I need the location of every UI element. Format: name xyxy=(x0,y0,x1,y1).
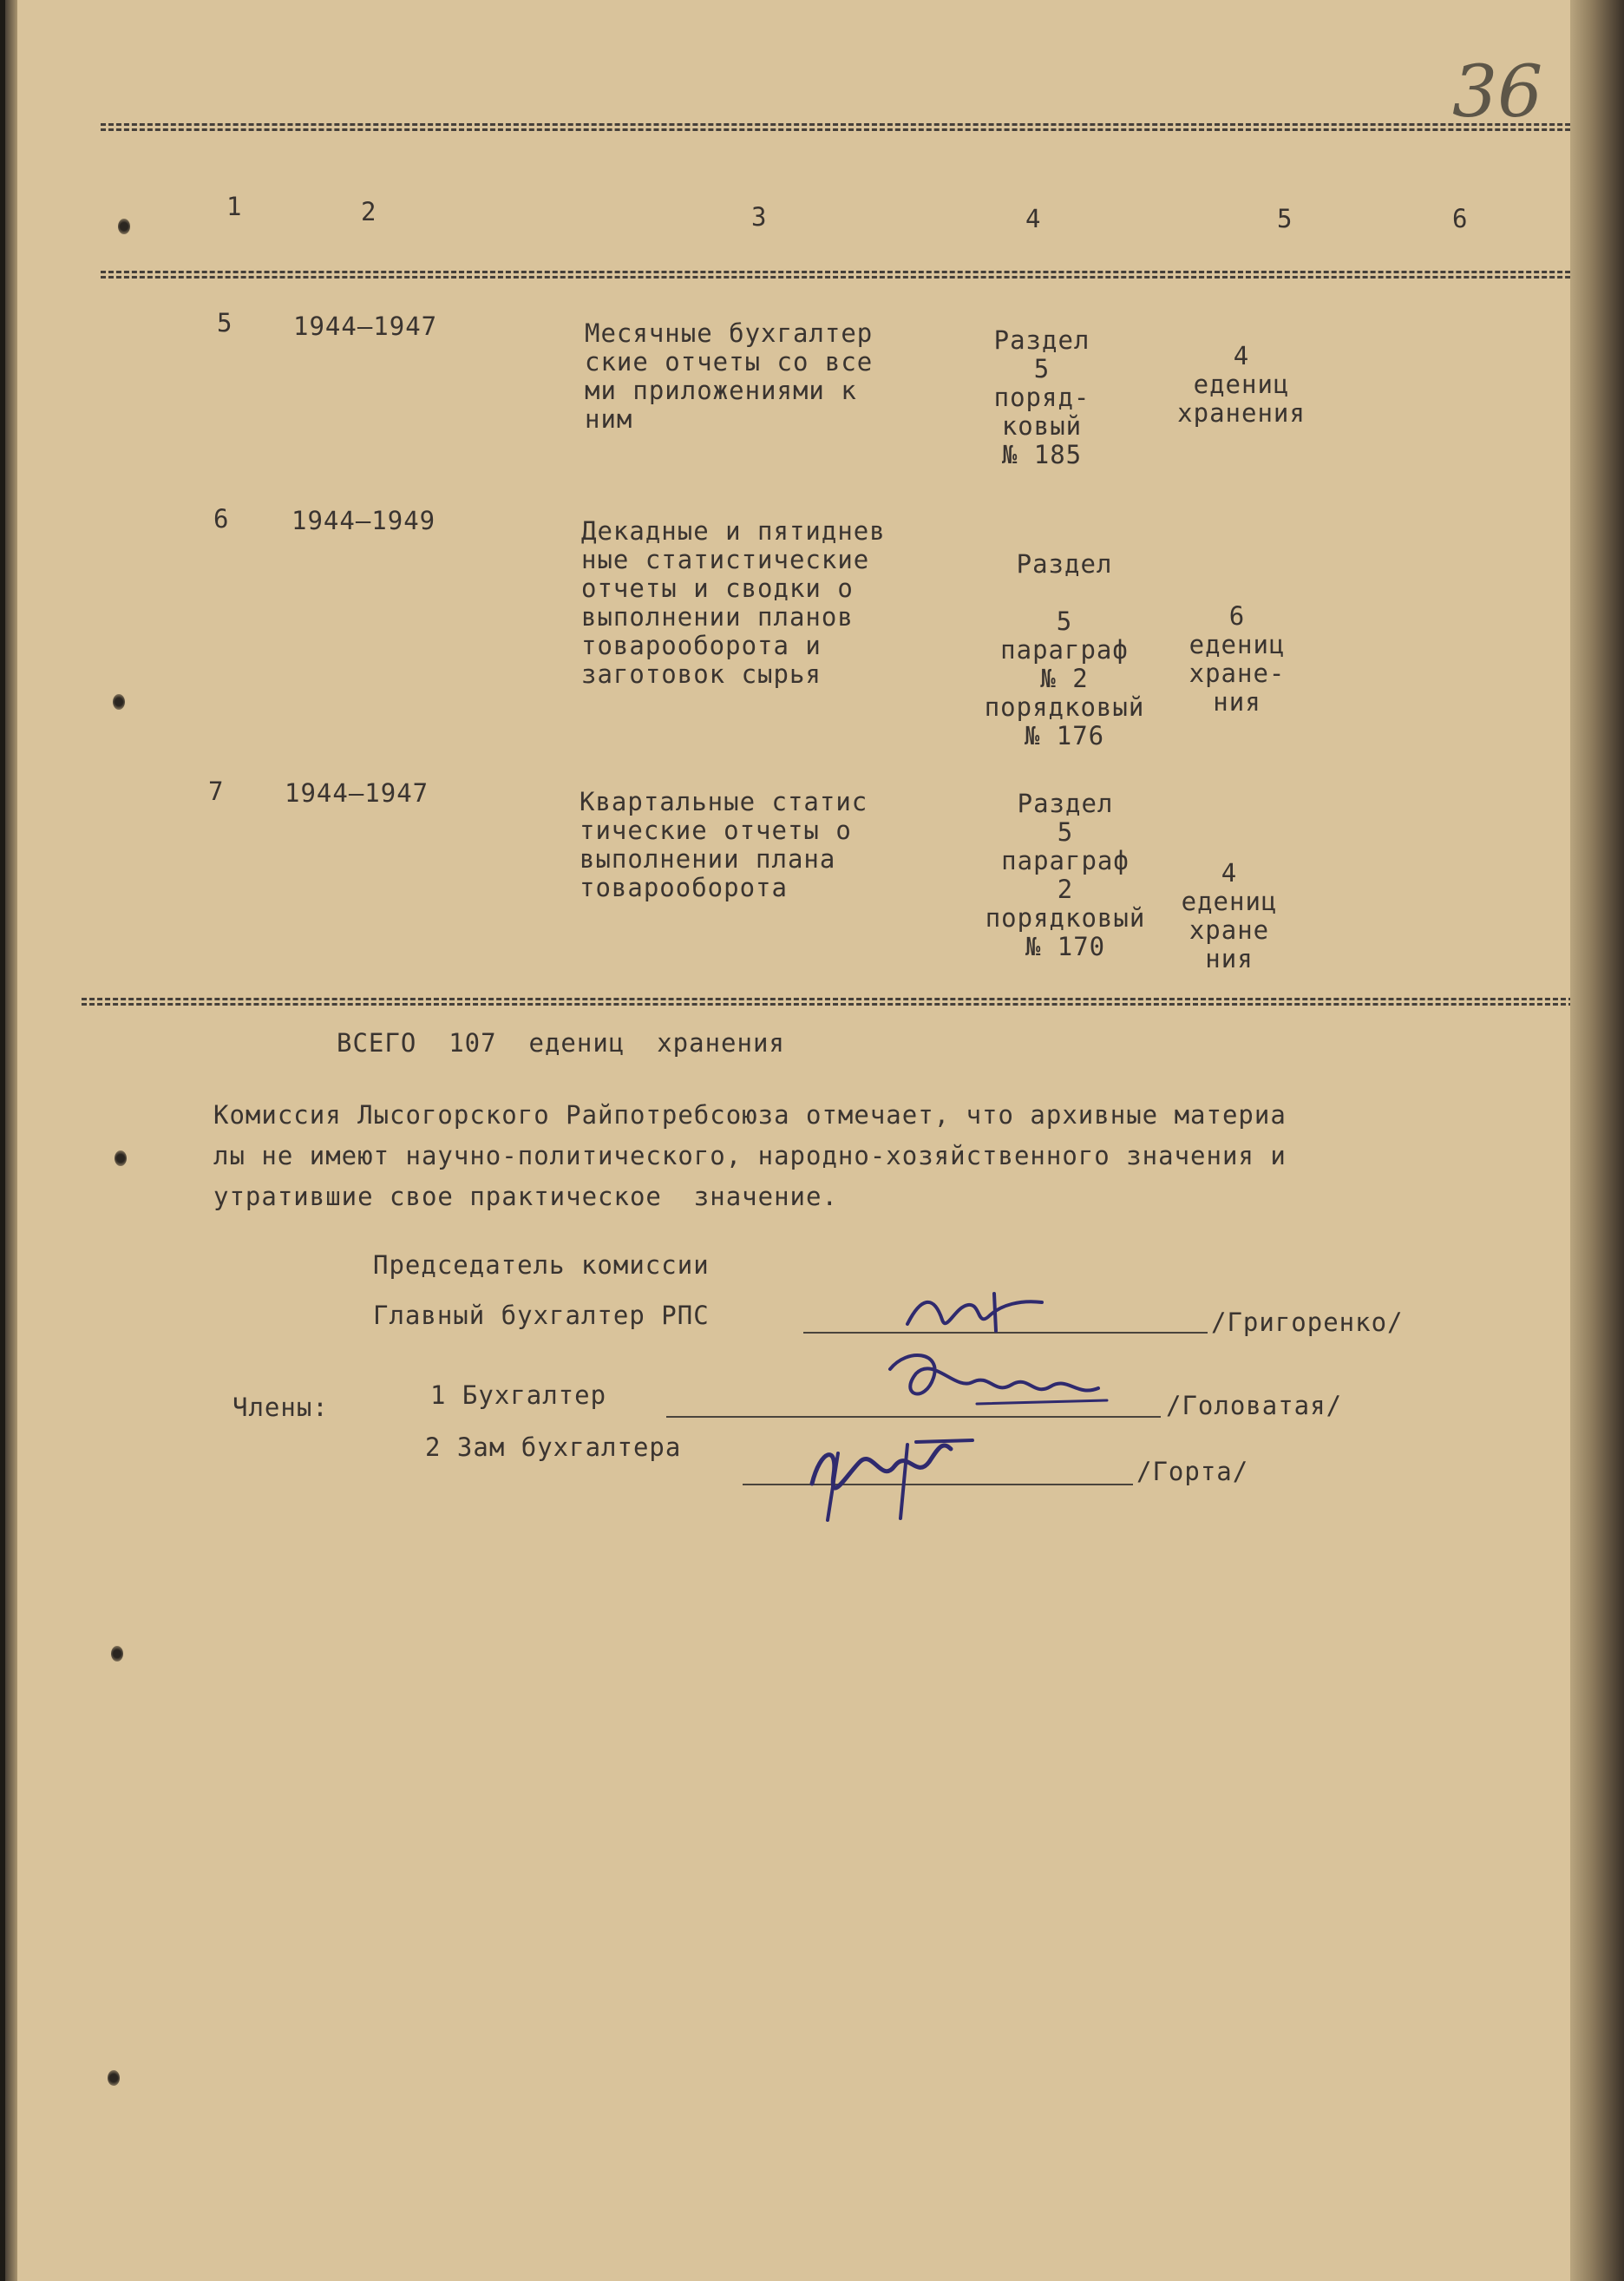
row-storage-units: 6 едениц хране- ния xyxy=(1189,601,1286,717)
page-edge-shadow xyxy=(5,0,17,2281)
column-number: 4 xyxy=(1025,204,1042,233)
header-top-rule xyxy=(101,123,1601,131)
member1-label: 1 Бухгалтер xyxy=(430,1380,607,1410)
document-page xyxy=(5,0,1612,2281)
binding-hole xyxy=(118,219,130,234)
binding-hole xyxy=(111,1646,123,1662)
commission-statement: Комиссия Лысогорского Райпотребсоюза отмечает, что архивные материа лы не имеют научно-политического, народно-хозяйственного значения и утратившие свое практическое значение. xyxy=(213,1100,1287,1211)
row-title: Декадные и пятиднев ные статистические отчеты и сводки о выполнении планов товарооборота и заготовок сырья xyxy=(581,516,886,689)
total-storage-units: ВСЕГО 107 едениц хранения xyxy=(337,1028,785,1058)
binding-hole xyxy=(115,1150,127,1166)
row-title: Месячные бухгалтер ские отчеты со все ми приложениями к ним xyxy=(585,318,874,434)
row-years: 1944–1947 xyxy=(293,311,438,341)
row-number: 7 xyxy=(208,777,225,806)
row-reference: Раздел 5 поряд- ковый № 185 xyxy=(993,325,1090,469)
column-number: 5 xyxy=(1277,204,1293,233)
column-number: 6 xyxy=(1452,204,1469,233)
member2-signature xyxy=(786,1423,986,1527)
chief-accountant-signature xyxy=(899,1281,1055,1341)
binding-hole xyxy=(108,2070,120,2086)
row-reference: Раздел 5 параграф № 2 порядковый № 176 xyxy=(984,549,1145,751)
chief-accountant-label: Главный бухгалтер РПС xyxy=(373,1301,710,1330)
row-title: Квартальные статис тические отчеты о выполнении плана товарооборота xyxy=(580,787,868,902)
row-years: 1944–1947 xyxy=(285,778,429,808)
row-storage-units: 4 едениц хране ния xyxy=(1181,858,1278,973)
member1-name: /Головатая/ xyxy=(1166,1391,1343,1420)
column-number: 1 xyxy=(226,192,243,221)
member1-signature xyxy=(873,1343,1133,1421)
column-number: 3 xyxy=(751,202,768,232)
handwritten-page-number: 36 xyxy=(1452,51,1543,134)
chief-accountant-name: /Григоренко/ xyxy=(1211,1308,1404,1337)
members-label: Члены: xyxy=(232,1393,329,1422)
chairman-label: Председатель комиссии xyxy=(373,1250,710,1280)
column-number: 2 xyxy=(361,197,377,226)
row-reference: Раздел 5 параграф 2 порядковый № 170 xyxy=(985,789,1146,961)
header-bottom-rule xyxy=(101,271,1601,279)
row-number: 6 xyxy=(213,504,230,534)
member2-label: 2 Зам бухгалтера xyxy=(425,1432,682,1462)
member2-name: /Горта/ xyxy=(1136,1457,1249,1486)
row-number: 5 xyxy=(217,308,233,338)
row-years: 1944–1949 xyxy=(291,506,436,535)
binding-hole xyxy=(113,694,125,710)
row-storage-units: 4 едениц хранения xyxy=(1177,341,1306,428)
table-bottom-rule xyxy=(82,998,1574,1006)
underlying-pages-edge xyxy=(1570,0,1624,2281)
